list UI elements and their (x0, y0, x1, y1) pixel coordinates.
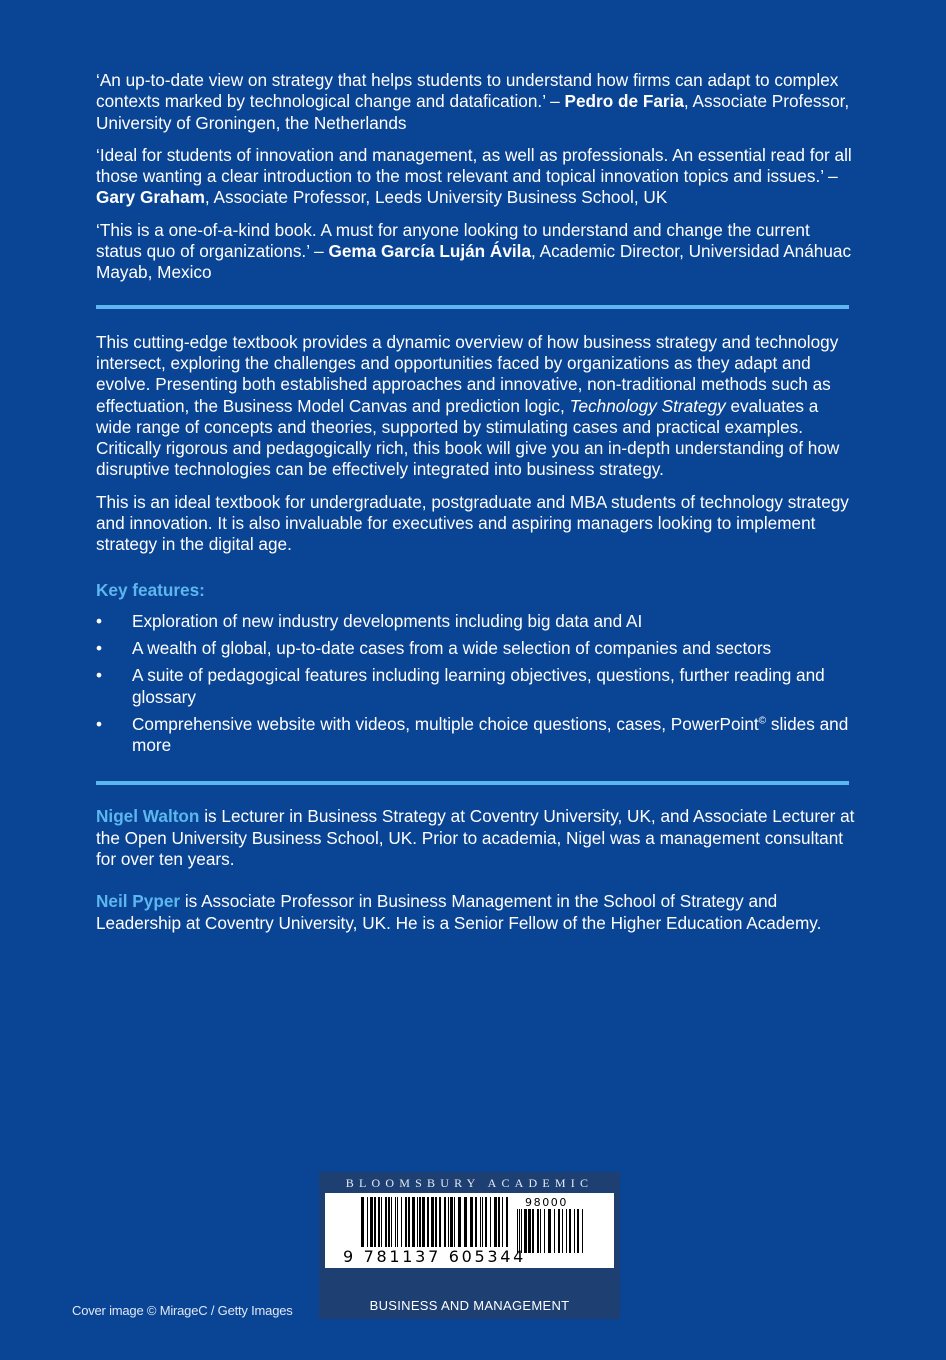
barcode-bar (528, 1209, 531, 1253)
barcode-bar (498, 1197, 500, 1247)
quote-author: Pedro de Faria (564, 91, 684, 112)
publisher-name: BLOOMSBURY ACADEMIC (345, 1176, 594, 1190)
barcode-bar (458, 1197, 461, 1247)
barcode-panel (319, 1172, 620, 1319)
barcode-bar (444, 1197, 446, 1247)
barcode-bar (537, 1209, 539, 1253)
barcode-bar (361, 1197, 364, 1247)
subject-category: BUSINESS AND MANAGEMENT (369, 1298, 570, 1313)
copyright-mark: © (758, 715, 767, 727)
barcode-bar (435, 1197, 437, 1247)
list-item: • Comprehensive website with videos, multiple choice questions, cases, PowerPoint© slides and more (96, 713, 849, 756)
quote-1: ‘An up-to-date view on strategy that helps students to understand how firms can adapt to complex contexts marked by technological change and datafication.’ – Pedro de Faria, Associate Professor, University of Groningen, the Netherlands (96, 70, 850, 133)
barcode-bar (482, 1197, 483, 1247)
barcode-bar (422, 1197, 425, 1247)
barcode-bar (494, 1197, 497, 1247)
author-name: Nigel Walton (96, 806, 200, 827)
price-code: 98000 (525, 1196, 568, 1209)
barcode-bar (475, 1197, 477, 1247)
barcode-bar (544, 1209, 545, 1253)
back-cover-content (96, 70, 856, 955)
barcode-bar (412, 1197, 415, 1247)
barcode-bar (417, 1197, 418, 1247)
barcode-bar (548, 1209, 551, 1253)
barcode-bar (558, 1209, 560, 1253)
quote-2: ‘Ideal for students of innovation and management, as well as professionals. An essential read for all those wanting a clear introduction to the most relevant and topical innovation topics and issues.’ – Gary Graham, Associate Professor, Leeds University Business School, UK (96, 144, 852, 208)
barcode-bar (448, 1197, 449, 1247)
barcode-bar (419, 1197, 421, 1247)
barcode-bar (577, 1209, 579, 1253)
divider (96, 781, 849, 785)
author-bio-2: Neil Pyper is Associate Professor in Business Management in the School of Strategy and Leadership at Coventry University, UK. He is a Senior Fellow of the Higher Education Academy. (96, 891, 822, 933)
barcode-bar (464, 1197, 467, 1247)
key-features-heading: Key features: (96, 579, 205, 600)
audience-paragraph: This is an ideal textbook for undergraduate, postgraduate and MBA students of technology strategy and innovation. It is also invaluable for executives and aspiring managers looking to implement strategy in the digital age. (96, 491, 849, 555)
barcode-bar (506, 1197, 508, 1247)
barcode-bar (532, 1209, 534, 1253)
barcode-bar (427, 1197, 429, 1247)
barcode-bar (470, 1197, 473, 1247)
barcode-bar (566, 1209, 567, 1253)
barcode-bar (454, 1197, 455, 1247)
barcode-bar (378, 1197, 380, 1247)
barcode-bar (582, 1209, 583, 1253)
barcode-bar (574, 1209, 575, 1253)
description-paragraph: This cutting-edge textbook provides a dynamic overview of how business strategy and technology intersect, exploring the challenges and opportunities faced by organizations as they adapt and evolve. Presenting both established approaches and innovative, non-traditional methods such as effectuation, the Business Model Canvas and prediction logic, Technology Strategy evaluates a wide range of concepts and theories, supported by stimulating cases and practical examples. Critically rigorous and pedagogically rich, this book will give you an in-depth understanding of how disruptive technologies can be effectively integrated into business strategy. (96, 331, 840, 480)
list-item: • A wealth of global, up-to-date cases from a wide selection of companies and sectors (96, 637, 772, 658)
barcode-bar (391, 1197, 392, 1247)
barcode-bar (562, 1209, 563, 1253)
barcode-bar (540, 1209, 541, 1253)
quote-author: Gary Graham (96, 187, 205, 208)
barcode-bar (397, 1197, 398, 1247)
barcode-bar (381, 1197, 382, 1247)
barcode-bar (367, 1197, 368, 1247)
isbn-number: 9 781137 605344 (343, 1247, 527, 1266)
barcode-bar (554, 1209, 555, 1253)
barcode-bar (450, 1197, 453, 1247)
list-item: • Exploration of new industry developments including big data and AI (96, 610, 643, 631)
barcode (325, 1193, 614, 1268)
divider (96, 305, 849, 309)
barcode-bar (485, 1197, 487, 1247)
barcode-bar (395, 1197, 396, 1247)
barcode-bar (480, 1197, 481, 1247)
bullet-icon: • (96, 610, 103, 631)
barcode-bar (502, 1197, 503, 1247)
barcode-bar (439, 1197, 441, 1247)
barcode-bar (385, 1197, 387, 1247)
barcode-bar (408, 1197, 410, 1247)
barcode-bar (388, 1197, 390, 1247)
cover-image-credit: Cover image © MirageC / Getty Images (72, 1303, 293, 1318)
author-name: Neil Pyper (96, 891, 181, 912)
key-features-list (96, 611, 856, 757)
bullet-icon: • (96, 665, 103, 686)
bullet-icon: • (96, 713, 103, 734)
list-item: • A suite of pedagogical features including learning objectives, questions, further reading and glossary (96, 665, 825, 707)
quote-author: Gema García Luján Ávila (328, 241, 532, 262)
barcode-bar (431, 1197, 434, 1247)
bullet-icon: • (96, 637, 103, 658)
barcode-bar (569, 1209, 571, 1253)
quote-3: ‘This is a one-of-a-kind book. A must for anyone looking to understand and change the current status quo of organizations.’ – Gema García Luján Ávila, Academic Director, Universidad Anáhuac Mayab, Mexico (96, 219, 852, 283)
barcode-bar (490, 1197, 491, 1247)
author-bio-1: Nigel Walton is Lecturer in Business Strategy at Coventry University, UK, and Associate Lecturer at the Open University Business School, UK. Prior to academia, Nigel was a management consultant for over ten years. (96, 806, 855, 870)
barcode-bar (370, 1197, 373, 1247)
barcode-bar (401, 1197, 402, 1247)
barcode-bar (405, 1197, 407, 1247)
barcode-bar (374, 1197, 376, 1247)
book-title: Technology Strategy (569, 395, 726, 416)
